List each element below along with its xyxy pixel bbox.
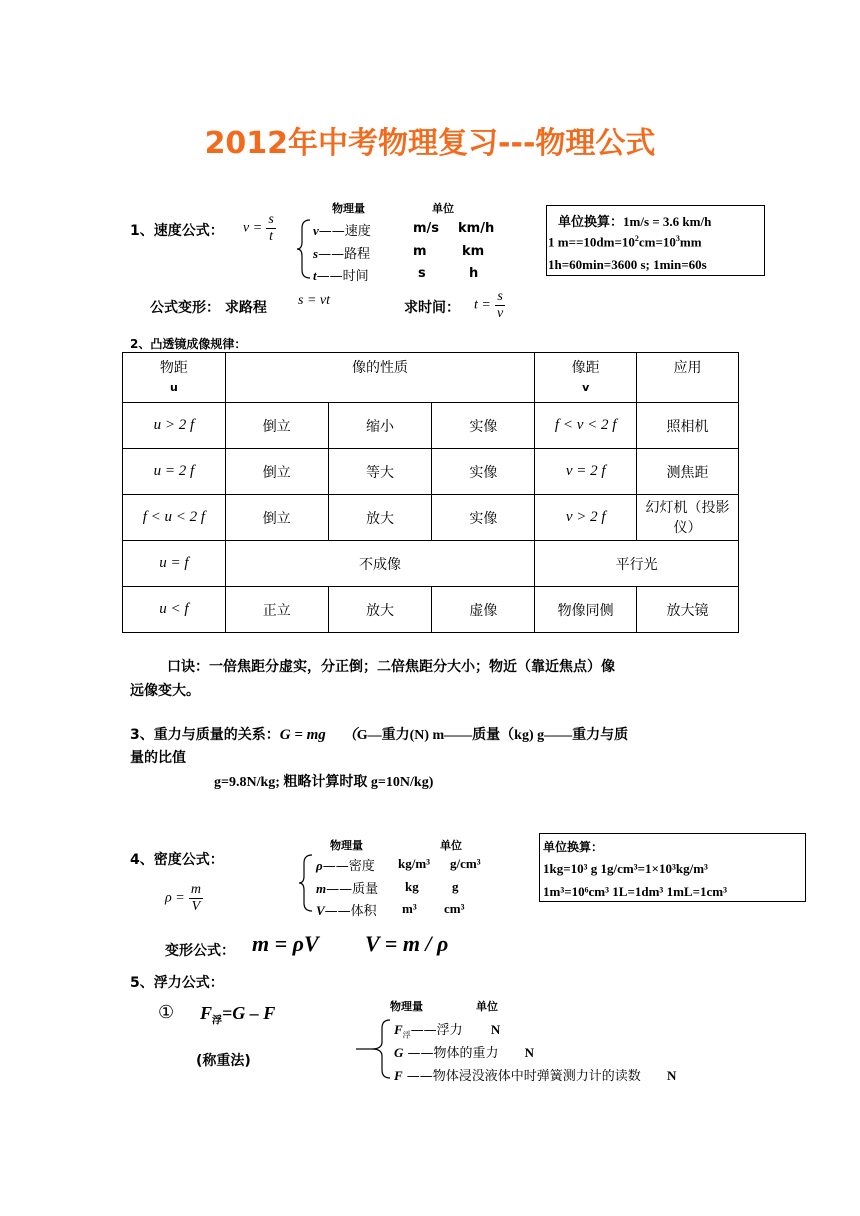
density-unit-rho2: g/cm³: [450, 856, 481, 871]
gravity-line1: 3、重力与质量的关系：G = mg （G—重力(N) m——质量（kg) g——重力与质: [130, 727, 629, 743]
speed-row-t: t——时间: [313, 268, 369, 284]
speed-unit-s2: km: [462, 244, 485, 259]
table-row: [123, 403, 739, 449]
lens-heading: 2、凸透镜成像规律：: [130, 337, 247, 351]
speed-transform-label: 公式变形： 求路程: [150, 300, 267, 316]
table-cell: 放大: [328, 495, 432, 541]
density-conv-title: 单位换算：: [543, 840, 604, 854]
speed-heading: 1、速度公式：: [130, 223, 224, 239]
table-cell: 倒立: [225, 403, 328, 449]
buoyancy-method: (称重法): [196, 1053, 251, 1069]
table-cell: 物像同侧: [535, 587, 637, 633]
density-transform-mass: m = ρV: [252, 931, 319, 956]
speed-unit-v1: m/s: [413, 221, 440, 236]
speed-unit-t2: h: [469, 266, 479, 281]
table-cell: u > 2 f: [123, 403, 226, 449]
table-cell: 倒立: [225, 449, 328, 495]
table-cell: 不成像: [225, 541, 534, 587]
header-image-properties: 像的性质: [225, 353, 534, 403]
header-image-distance: 像距 v: [535, 353, 637, 403]
speed-col-unit: 单位: [432, 202, 454, 215]
speed-formula: v = $\frac{s}{t}$: [243, 212, 274, 244]
time-formula: t = $\frac{s}{v}$: [474, 289, 504, 321]
table-cell: 放大镜: [637, 587, 739, 633]
density-conv-line1: 1kg=10³ g 1g/cm³=1×10³kg/m³: [543, 861, 708, 876]
density-col-qty: 物理量: [330, 839, 363, 852]
table-row: [123, 541, 739, 587]
table-cell: 等大: [328, 449, 432, 495]
density-row-rho: ρ——密度: [316, 858, 375, 874]
speed-conv-line3: 1h=60min=3600 s; 1min=60s: [548, 257, 707, 272]
buoyancy-formula: $F_浮=G - F$: [200, 1003, 276, 1027]
header-application: 应用: [637, 353, 739, 403]
table-cell: 倒立: [225, 495, 328, 541]
buoyancy-col-unit: 单位: [476, 1000, 498, 1013]
table-cell: u = 2 f: [123, 449, 226, 495]
density-row-v: V——体积: [316, 903, 377, 919]
density-conv-line2: 1m³=10⁶cm³ 1L=1dm³ 1mL=1cm³: [543, 884, 727, 899]
buoyancy-row-f: F ——物体浸没液体中时弹簧测力计的读数 N: [394, 1068, 677, 1084]
table-row: [123, 353, 739, 403]
speed-conv-line2: 1 $m==10dm=10^2cm=10^3mm$: [548, 234, 702, 250]
header-object-distance: 物距 u: [123, 353, 226, 403]
density-formula: ρ = $\frac{m}{V}$: [165, 882, 201, 914]
buoyancy-row-g: G ——物体的重力 N: [394, 1045, 535, 1061]
buoyancy-brace: [356, 1018, 392, 1080]
lens-rhyme-line1: 口诀：一倍焦距分虚实，分正倒；二倍焦距分大小；物近（靠近焦点）像: [167, 659, 615, 675]
table-cell: 测焦距: [637, 449, 739, 495]
density-transform-volume: V = m / ρ: [365, 931, 449, 956]
density-heading: 4、密度公式：: [130, 852, 224, 868]
table-cell: 实像: [432, 403, 535, 449]
speed-brace: [296, 218, 312, 280]
speed-row-s: s——路程: [313, 246, 371, 262]
density-row-m: m——质量: [316, 881, 379, 897]
lens-table: [122, 352, 739, 633]
speed-conv-line1: 单位换算：1m/s = 3.6 km/h: [558, 214, 712, 230]
time-label: 求时间：: [404, 300, 460, 316]
table-cell: 幻灯机（投影仪）: [637, 495, 739, 541]
speed-unit-v2: km/h: [458, 221, 495, 236]
table-cell: u < f: [123, 587, 226, 633]
density-unit-v1: m³: [402, 901, 417, 916]
density-unit-m2: g: [452, 879, 459, 894]
table-cell: f < u < 2 f: [123, 495, 226, 541]
table-row: [123, 587, 739, 633]
table-cell: 缩小: [328, 403, 432, 449]
table-cell: 照相机: [637, 403, 739, 449]
density-unit-rho1: kg/m³: [398, 856, 431, 871]
density-col-unit: 单位: [440, 839, 462, 852]
gravity-line3: g=9.8N/kg; 粗略计算时取 g=10N/kg): [214, 775, 434, 790]
buoyancy-row-fbuoy: $F_浮——$浮力 N: [394, 1022, 501, 1040]
table-row: [123, 449, 739, 495]
table-row: [123, 495, 739, 541]
page-title: 2012年中考物理复习---物理公式: [204, 126, 656, 161]
table-cell: 正立: [225, 587, 328, 633]
density-brace: [298, 853, 314, 913]
gravity-line2: 量的比值: [130, 750, 186, 766]
speed-transform-eq: s = vt: [298, 293, 330, 308]
table-cell: 实像: [432, 449, 535, 495]
table-cell: 虚像: [432, 587, 535, 633]
lens-rhyme-line2: 远像变大。: [130, 683, 200, 699]
buoyancy-item-number: ①: [158, 1002, 175, 1023]
table-cell: u = f: [123, 541, 226, 587]
density-unit-v2: cm³: [444, 901, 465, 916]
table-cell: 放大: [328, 587, 432, 633]
density-transform-label: 变形公式：: [165, 943, 235, 959]
speed-row-v: v——速度: [313, 223, 371, 239]
buoyancy-heading: 5、浮力公式：: [130, 975, 224, 991]
table-cell: v > 2 f: [535, 495, 637, 541]
speed-unit-s1: m: [413, 244, 427, 259]
buoyancy-col-qty: 物理量: [390, 1000, 423, 1013]
table-cell: 平行光: [535, 541, 739, 587]
speed-col-qty: 物理量: [332, 202, 365, 215]
table-cell: 实像: [432, 495, 535, 541]
table-cell: f < v < 2 f: [535, 403, 637, 449]
table-cell: v = 2 f: [535, 449, 637, 495]
density-unit-m1: kg: [405, 879, 419, 894]
speed-unit-t1: s: [418, 266, 426, 281]
